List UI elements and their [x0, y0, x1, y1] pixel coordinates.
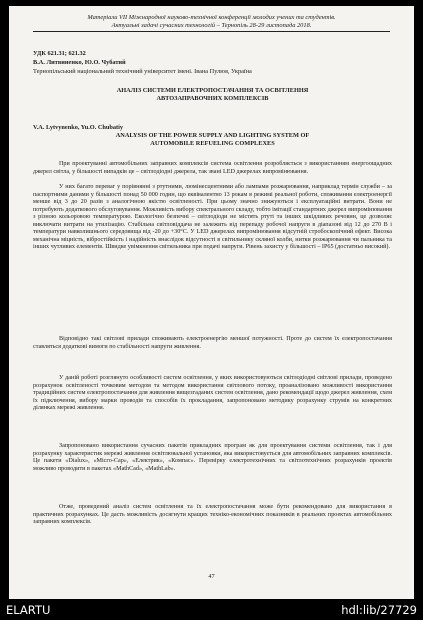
udc-code: УДК 621.31; 621.32: [33, 50, 86, 57]
handle-id: hdl:lib/27729: [341, 603, 417, 617]
page-number: 47: [208, 573, 215, 580]
title-en-line-2: AUTOMOBILE REFUELING COMPLEXES: [150, 140, 275, 147]
repository-footer: [0, 599, 423, 620]
repository-name: ELARTU: [6, 603, 51, 617]
authors-en: V.A. Lytvynenko, Yu.O. Chubatiy: [33, 124, 124, 131]
header-line-1: Матеріали VII Міжнародної науково-технічної конференції молодих учених та студентів.: [87, 14, 336, 21]
paragraph-3: Відповідно такі світлові прилади споживають електроенергію меншої потужності. Проте до систем їх електропостачання ставляться додаткові вимоги по стабільності напруги живлення.: [33, 336, 392, 350]
document-page: [9, 6, 414, 599]
paragraph-1: При проектуванні автомобільних заправних комплексів система освітлення розробляється з використанням енергоощадних джерел світла, у більшості випадків це – світлодіодні джерела, так звані LED джерелах випромінювання.: [33, 161, 392, 175]
title-en-line-1: ANALYSIS OF THE POWER SUPPLY AND LIGHTING SYSTEM OF: [115, 132, 310, 139]
running-header: [33, 14, 390, 30]
header-divider: [33, 31, 390, 32]
paragraph-6: Отже, проведений аналіз систем освітлення та їх електропостачання може бути рекомендовано для використання в практичних розрахунках. Це дасть можливість досягнути кращих техніко-економічних показників в реальних проектах автомобільних заправних комплексів.: [33, 504, 392, 526]
title-ua-line-2: АВТОЗАПРАВОЧНИХ КОМПЛЕКСІВ: [156, 95, 269, 102]
paragraph-5: Запропоновано використання сучасних пакетів прикладних програм як для проектування системи освітлення, так і для розрахунку характеристик мережі живлення освітлювальної установки, яка використовується для автомобільних заправних комплексів. Це пакети «Dialux», «Місго-Сар», «Електрик», «Компас». Перевірку електротехнічних та світлотехнічних розрахунків проектів можливо проводити в пакетах «MathCad», «MathLab».: [33, 443, 392, 472]
paragraph-2: У них багато переваг у порівнянні з ртутними, люмінесцентними або лампами розжарювання, наприклад термін служби – за паспортними даними у більшості понад 50 000 годин, що еквівалентно 13 рокам в режимі реальної роботи, споживання електроенергії менше від 3 до 20 разів з аналогічною якістю освітленості. При цьому значно знижуються і експлуатаційні витрати. Вони не потребують додаткового обслуговування. Можливість вибору спектрального складу, тобто імітації стандартних джерел випромінювання з різною кольоровою температурою. Екологічно безпечні – світлодіоди не містять ртуті та інших шкідливих речовин, це дозволяє виключати витрати на утилізацію. Стабільна світловіддача не залежить від перепаду робочої напруги в діапазоні від 12 до 270 В і температури навколишнього середовища від -20 до +30°С. У LED джерелах випромінювання відсутній стробоскопічний ефект. Висока механічна міцність, вібростійкість і надійність внаслідок відсутності в світильнику скляної колби, нитки розжарювання чи пальника та інших чутливих елементів. Швидке увімкнення світильника при подачі напруги. Рівень захисту у більшості – IP65 (достатньо високий).: [33, 184, 392, 251]
affiliation: Тернопільський національний технічний університет імені. Івана Пулюя, Україна: [33, 68, 252, 75]
authors-ua: В.А. Литвиненко, Ю.О. Чубатий: [33, 59, 126, 66]
header-line-2: Актуальні задачі сучасних технологій – Тернопіль 28-29 листопада 2018.: [111, 22, 312, 29]
title-ua-line-1: АНАЛІЗ СИСТЕМИ ЕЛЕКТРОПОСТАЧАННЯ ТА ОСВІТЛЕННЯ: [116, 87, 309, 94]
paragraph-4: У даній роботі розглянуто особливості систем освітлення, у яких використовуються світлодіодні світлові прилади, проведено розрахунок освітленості точковим методом та методом використання світлового потоку, проаналізовано можливості використання традиційних систем електропостачання для живлення вищезгаданих систем освітлення, дано рекомендації щодо джерел живлення, схем їх підключення, вибору марки проводів та способів їх прокладання, запропоновано методику розрахунку струмів на конкретних ділянках мережі живлення.: [33, 375, 392, 412]
